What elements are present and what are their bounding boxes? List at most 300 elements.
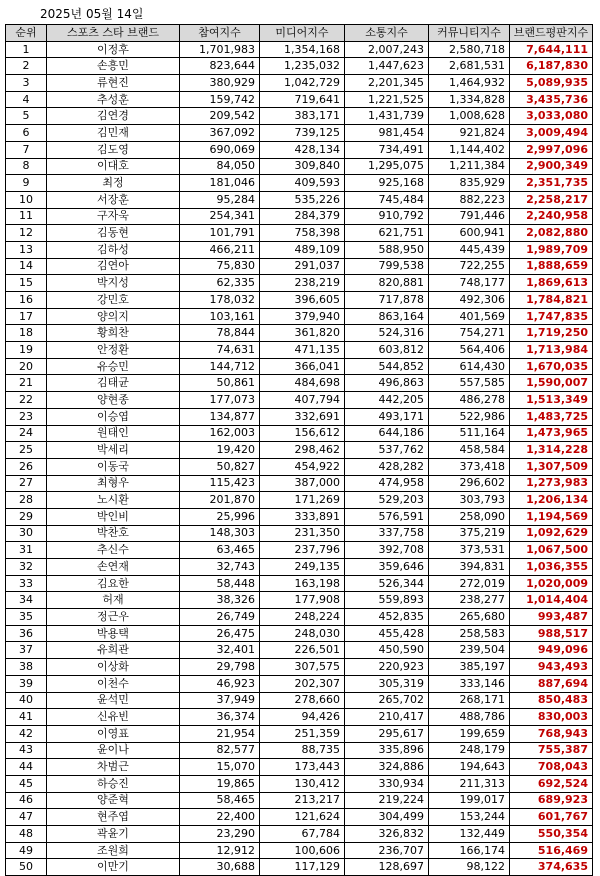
- community-cell: 722,255: [429, 258, 510, 275]
- brand-reputation-cell: 708,043: [510, 759, 593, 776]
- brand-reputation-cell: 1,314,228: [510, 442, 593, 459]
- rank-cell: 30: [6, 525, 47, 542]
- table-row: [6, 659, 593, 676]
- brand-reputation-cell: 1,713,984: [510, 342, 593, 359]
- brand-reputation-cell: 1,483,725: [510, 408, 593, 425]
- community-cell: 401,569: [429, 308, 510, 325]
- participation-cell: 30,688: [180, 859, 260, 876]
- community-cell: 373,418: [429, 458, 510, 475]
- brand-reputation-cell: 830,003: [510, 709, 593, 726]
- communication-cell: 2,007,243: [345, 41, 429, 58]
- participation-cell: 37,949: [180, 692, 260, 709]
- brand-reputation-cell: 3,009,494: [510, 125, 593, 142]
- name-cell: 양현종: [47, 392, 180, 409]
- rank-cell: 22: [6, 392, 47, 409]
- communication-cell: 745,484: [345, 191, 429, 208]
- communication-cell: 820,881: [345, 275, 429, 292]
- participation-cell: 32,743: [180, 559, 260, 576]
- communication-cell: 1,447,623: [345, 58, 429, 75]
- table-row: [6, 41, 593, 58]
- participation-cell: 58,448: [180, 575, 260, 592]
- rank-cell: 29: [6, 508, 47, 525]
- brand-reputation-cell: 1,784,821: [510, 292, 593, 309]
- brand-reputation-cell: 6,187,830: [510, 58, 593, 75]
- participation-cell: 29,798: [180, 659, 260, 676]
- name-cell: 신유빈: [47, 709, 180, 726]
- media-cell: 177,908: [260, 592, 345, 609]
- community-cell: 486,278: [429, 392, 510, 409]
- participation-cell: 36,374: [180, 709, 260, 726]
- participation-cell: 78,844: [180, 325, 260, 342]
- media-cell: 94,426: [260, 709, 345, 726]
- community-cell: 238,277: [429, 592, 510, 609]
- community-cell: 199,659: [429, 725, 510, 742]
- name-cell: 허재: [47, 592, 180, 609]
- name-cell: 이영표: [47, 725, 180, 742]
- rank-cell: 32: [6, 559, 47, 576]
- rank-cell: 5: [6, 108, 47, 125]
- participation-cell: 38,326: [180, 592, 260, 609]
- rank-cell: 7: [6, 141, 47, 158]
- brand-reputation-cell: 2,240,958: [510, 208, 593, 225]
- media-cell: 454,922: [260, 458, 345, 475]
- table-row: [6, 725, 593, 742]
- brand-reputation-cell: 1,473,965: [510, 425, 593, 442]
- community-cell: 835,929: [429, 175, 510, 192]
- table-row: [6, 208, 593, 225]
- community-cell: 511,164: [429, 425, 510, 442]
- participation-cell: 177,073: [180, 392, 260, 409]
- rank-cell: 34: [6, 592, 47, 609]
- brand-reputation-cell: 550,354: [510, 826, 593, 843]
- media-cell: 238,219: [260, 275, 345, 292]
- community-cell: 248,179: [429, 742, 510, 759]
- communication-cell: 524,316: [345, 325, 429, 342]
- table-row: [6, 425, 593, 442]
- participation-cell: 95,284: [180, 191, 260, 208]
- table-row: [6, 609, 593, 626]
- rank-cell: 4: [6, 91, 47, 108]
- header-brand-name: 스포츠 스타 브랜드: [47, 25, 180, 42]
- media-cell: 307,575: [260, 659, 345, 676]
- table-row: [6, 458, 593, 475]
- rank-cell: 19: [6, 342, 47, 359]
- table-row: [6, 258, 593, 275]
- community-cell: 132,449: [429, 826, 510, 843]
- name-cell: 최형우: [47, 475, 180, 492]
- communication-cell: 219,224: [345, 792, 429, 809]
- name-cell: 강민호: [47, 292, 180, 309]
- table-row: [6, 592, 593, 609]
- participation-cell: 82,577: [180, 742, 260, 759]
- brand-reputation-cell: 768,943: [510, 725, 593, 742]
- media-cell: 361,820: [260, 325, 345, 342]
- participation-cell: 62,335: [180, 275, 260, 292]
- brand-reputation-cell: 7,644,111: [510, 41, 593, 58]
- rank-cell: 37: [6, 642, 47, 659]
- rank-cell: 11: [6, 208, 47, 225]
- media-cell: 121,624: [260, 809, 345, 826]
- communication-cell: 305,319: [345, 675, 429, 692]
- participation-cell: 144,712: [180, 358, 260, 375]
- participation-cell: 50,827: [180, 458, 260, 475]
- rank-cell: 1: [6, 41, 47, 58]
- community-cell: 166,174: [429, 842, 510, 859]
- media-cell: 719,641: [260, 91, 345, 108]
- brand-reputation-cell: 1,206,134: [510, 492, 593, 509]
- participation-cell: 50,861: [180, 375, 260, 392]
- rank-cell: 47: [6, 809, 47, 826]
- media-cell: 130,412: [260, 775, 345, 792]
- rank-cell: 23: [6, 408, 47, 425]
- community-cell: 265,680: [429, 609, 510, 626]
- community-cell: 488,786: [429, 709, 510, 726]
- community-cell: 98,122: [429, 859, 510, 876]
- community-cell: 458,584: [429, 442, 510, 459]
- community-cell: 921,824: [429, 125, 510, 142]
- rank-cell: 36: [6, 625, 47, 642]
- communication-cell: 576,591: [345, 508, 429, 525]
- communication-cell: 236,707: [345, 842, 429, 859]
- rank-cell: 39: [6, 675, 47, 692]
- table-row: [6, 442, 593, 459]
- participation-cell: 46,923: [180, 675, 260, 692]
- participation-cell: 1,701,983: [180, 41, 260, 58]
- table-row: [6, 525, 593, 542]
- communication-cell: 603,812: [345, 342, 429, 359]
- brand-reputation-cell: 1,194,569: [510, 508, 593, 525]
- media-cell: 1,235,032: [260, 58, 345, 75]
- name-cell: 김민재: [47, 125, 180, 142]
- participation-cell: 148,303: [180, 525, 260, 542]
- brand-reputation-cell: 1,092,629: [510, 525, 593, 542]
- rank-cell: 28: [6, 492, 47, 509]
- media-cell: 88,735: [260, 742, 345, 759]
- brand-reputation-cell: 692,524: [510, 775, 593, 792]
- name-cell: 황희찬: [47, 325, 180, 342]
- media-cell: 471,135: [260, 342, 345, 359]
- participation-cell: 32,401: [180, 642, 260, 659]
- participation-cell: 115,423: [180, 475, 260, 492]
- rank-cell: 9: [6, 175, 47, 192]
- community-cell: 1,008,628: [429, 108, 510, 125]
- community-cell: 445,439: [429, 241, 510, 258]
- participation-cell: 23,290: [180, 826, 260, 843]
- rank-cell: 41: [6, 709, 47, 726]
- community-cell: 153,244: [429, 809, 510, 826]
- table-row: [6, 58, 593, 75]
- name-cell: 양의지: [47, 308, 180, 325]
- participation-cell: 254,341: [180, 208, 260, 225]
- brand-reputation-cell: 601,767: [510, 809, 593, 826]
- brand-reputation-cell: 1,670,035: [510, 358, 593, 375]
- table-row: [6, 792, 593, 809]
- media-cell: 171,269: [260, 492, 345, 509]
- rank-cell: 50: [6, 859, 47, 876]
- name-cell: 김태균: [47, 375, 180, 392]
- name-cell: 하승진: [47, 775, 180, 792]
- table-row: [6, 191, 593, 208]
- communication-cell: 644,186: [345, 425, 429, 442]
- rank-cell: 48: [6, 826, 47, 843]
- brand-reputation-cell: 1,513,349: [510, 392, 593, 409]
- media-cell: 248,030: [260, 625, 345, 642]
- name-cell: 원태인: [47, 425, 180, 442]
- rank-cell: 16: [6, 292, 47, 309]
- brand-reputation-cell: 988,517: [510, 625, 593, 642]
- brand-reputation-cell: 1,020,009: [510, 575, 593, 592]
- rank-cell: 25: [6, 442, 47, 459]
- table-row: [6, 325, 593, 342]
- table-row: [6, 125, 593, 142]
- community-cell: 258,583: [429, 625, 510, 642]
- communication-cell: 529,203: [345, 492, 429, 509]
- name-cell: 이승엽: [47, 408, 180, 425]
- communication-cell: 304,499: [345, 809, 429, 826]
- communication-cell: 910,792: [345, 208, 429, 225]
- table-row: [6, 408, 593, 425]
- communication-cell: 544,852: [345, 358, 429, 375]
- brand-reputation-cell: 1,067,500: [510, 542, 593, 559]
- communication-cell: 559,893: [345, 592, 429, 609]
- brand-reputation-cell: 2,082,880: [510, 225, 593, 242]
- community-cell: 268,171: [429, 692, 510, 709]
- table-row: [6, 308, 593, 325]
- communication-cell: 335,896: [345, 742, 429, 759]
- media-cell: 366,041: [260, 358, 345, 375]
- communication-cell: 537,762: [345, 442, 429, 459]
- table-row: [6, 91, 593, 108]
- communication-cell: 925,168: [345, 175, 429, 192]
- media-cell: 284,379: [260, 208, 345, 225]
- table-row: [6, 775, 593, 792]
- media-cell: 409,593: [260, 175, 345, 192]
- table-row: [6, 675, 593, 692]
- participation-cell: 367,092: [180, 125, 260, 142]
- header-media: 미디어지수: [260, 25, 345, 42]
- brand-reputation-cell: 1,273,983: [510, 475, 593, 492]
- participation-cell: 162,003: [180, 425, 260, 442]
- table-row: [6, 759, 593, 776]
- participation-cell: 181,046: [180, 175, 260, 192]
- participation-cell: 63,465: [180, 542, 260, 559]
- communication-cell: 295,617: [345, 725, 429, 742]
- name-cell: 이만기: [47, 859, 180, 876]
- media-cell: 213,217: [260, 792, 345, 809]
- community-cell: 557,585: [429, 375, 510, 392]
- table-row: [6, 75, 593, 92]
- community-cell: 2,580,718: [429, 41, 510, 58]
- rank-cell: 18: [6, 325, 47, 342]
- brand-reputation-cell: 1,590,007: [510, 375, 593, 392]
- table-row: [6, 542, 593, 559]
- rank-cell: 31: [6, 542, 47, 559]
- header-participation: 참여지수: [180, 25, 260, 42]
- communication-cell: 717,878: [345, 292, 429, 309]
- table-row: [6, 642, 593, 659]
- brand-reputation-table: [5, 24, 593, 876]
- table-row: [6, 559, 593, 576]
- table-row: [6, 141, 593, 158]
- rank-cell: 3: [6, 75, 47, 92]
- communication-cell: 210,417: [345, 709, 429, 726]
- rank-cell: 2: [6, 58, 47, 75]
- media-cell: 407,794: [260, 392, 345, 409]
- participation-cell: 12,912: [180, 842, 260, 859]
- table-row: [6, 492, 593, 509]
- rank-cell: 10: [6, 191, 47, 208]
- participation-cell: 101,791: [180, 225, 260, 242]
- brand-reputation-cell: 1,888,659: [510, 258, 593, 275]
- brand-reputation-cell: 1,036,355: [510, 559, 593, 576]
- communication-cell: 392,708: [345, 542, 429, 559]
- media-cell: 489,109: [260, 241, 345, 258]
- brand-reputation-cell: 2,997,096: [510, 141, 593, 158]
- community-cell: 791,446: [429, 208, 510, 225]
- header-communication: 소통지수: [345, 25, 429, 42]
- table-row: [6, 241, 593, 258]
- name-cell: 유승민: [47, 358, 180, 375]
- brand-reputation-cell: 993,487: [510, 609, 593, 626]
- media-cell: 291,037: [260, 258, 345, 275]
- media-cell: 387,000: [260, 475, 345, 492]
- communication-cell: 455,428: [345, 625, 429, 642]
- communication-cell: 493,171: [345, 408, 429, 425]
- name-cell: 류현진: [47, 75, 180, 92]
- rank-cell: 35: [6, 609, 47, 626]
- media-cell: 333,891: [260, 508, 345, 525]
- community-cell: 600,941: [429, 225, 510, 242]
- name-cell: 윤석민: [47, 692, 180, 709]
- name-cell: 곽윤기: [47, 826, 180, 843]
- name-cell: 이천수: [47, 675, 180, 692]
- participation-cell: 823,644: [180, 58, 260, 75]
- media-cell: 173,443: [260, 759, 345, 776]
- table-row: [6, 392, 593, 409]
- name-cell: 김동현: [47, 225, 180, 242]
- communication-cell: 428,282: [345, 458, 429, 475]
- communication-cell: 1,295,075: [345, 158, 429, 175]
- media-cell: 383,171: [260, 108, 345, 125]
- participation-cell: 690,069: [180, 141, 260, 158]
- participation-cell: 58,465: [180, 792, 260, 809]
- name-cell: 양준혁: [47, 792, 180, 809]
- rank-cell: 49: [6, 842, 47, 859]
- participation-cell: 19,865: [180, 775, 260, 792]
- rank-cell: 20: [6, 358, 47, 375]
- community-cell: 211,313: [429, 775, 510, 792]
- communication-cell: 526,344: [345, 575, 429, 592]
- media-cell: 117,129: [260, 859, 345, 876]
- brand-reputation-cell: 943,493: [510, 659, 593, 676]
- name-cell: 구자욱: [47, 208, 180, 225]
- brand-reputation-cell: 850,483: [510, 692, 593, 709]
- media-cell: 396,605: [260, 292, 345, 309]
- name-cell: 박용택: [47, 625, 180, 642]
- name-cell: 김연경: [47, 108, 180, 125]
- rank-cell: 40: [6, 692, 47, 709]
- rank-cell: 26: [6, 458, 47, 475]
- table-row: [6, 225, 593, 242]
- name-cell: 차범근: [47, 759, 180, 776]
- table-row: [6, 375, 593, 392]
- community-cell: 394,831: [429, 559, 510, 576]
- table-row: [6, 508, 593, 525]
- brand-reputation-cell: 949,096: [510, 642, 593, 659]
- brand-reputation-cell: 516,469: [510, 842, 593, 859]
- table-row: [6, 625, 593, 642]
- table-row: [6, 826, 593, 843]
- header-rank: 순위: [6, 25, 47, 42]
- rank-cell: 12: [6, 225, 47, 242]
- community-cell: 1,334,828: [429, 91, 510, 108]
- name-cell: 이동국: [47, 458, 180, 475]
- communication-cell: 588,950: [345, 241, 429, 258]
- communication-cell: 442,205: [345, 392, 429, 409]
- brand-reputation-cell: 2,258,217: [510, 191, 593, 208]
- brand-reputation-cell: 2,900,349: [510, 158, 593, 175]
- table-row: [6, 809, 593, 826]
- media-cell: 156,612: [260, 425, 345, 442]
- community-cell: 754,271: [429, 325, 510, 342]
- participation-cell: 74,631: [180, 342, 260, 359]
- table-row: [6, 842, 593, 859]
- participation-cell: 22,400: [180, 809, 260, 826]
- community-cell: 199,017: [429, 792, 510, 809]
- communication-cell: 621,751: [345, 225, 429, 242]
- participation-cell: 178,032: [180, 292, 260, 309]
- participation-cell: 466,211: [180, 241, 260, 258]
- communication-cell: 220,923: [345, 659, 429, 676]
- brand-reputation-cell: 1,307,509: [510, 458, 593, 475]
- media-cell: 163,198: [260, 575, 345, 592]
- community-cell: 303,793: [429, 492, 510, 509]
- community-cell: 272,019: [429, 575, 510, 592]
- name-cell: 손연재: [47, 559, 180, 576]
- table-row: [6, 275, 593, 292]
- community-cell: 375,219: [429, 525, 510, 542]
- communication-cell: 1,221,525: [345, 91, 429, 108]
- brand-reputation-cell: 374,635: [510, 859, 593, 876]
- participation-cell: 84,050: [180, 158, 260, 175]
- rank-cell: 44: [6, 759, 47, 776]
- participation-cell: 26,475: [180, 625, 260, 642]
- media-cell: 226,501: [260, 642, 345, 659]
- name-cell: 김연아: [47, 258, 180, 275]
- brand-reputation-cell: 1,989,709: [510, 241, 593, 258]
- rank-cell: 33: [6, 575, 47, 592]
- brand-reputation-cell: 689,923: [510, 792, 593, 809]
- brand-reputation-cell: 1,869,613: [510, 275, 593, 292]
- community-cell: 564,406: [429, 342, 510, 359]
- media-cell: 249,135: [260, 559, 345, 576]
- participation-cell: 103,161: [180, 308, 260, 325]
- name-cell: 박인비: [47, 508, 180, 525]
- table-row: [6, 342, 593, 359]
- community-cell: 1,144,402: [429, 141, 510, 158]
- communication-cell: 450,590: [345, 642, 429, 659]
- rank-cell: 46: [6, 792, 47, 809]
- header-row: [6, 25, 593, 42]
- rank-cell: 24: [6, 425, 47, 442]
- brand-reputation-cell: 1,747,835: [510, 308, 593, 325]
- name-cell: 이상화: [47, 659, 180, 676]
- name-cell: 박세리: [47, 442, 180, 459]
- community-cell: 882,223: [429, 191, 510, 208]
- name-cell: 안정환: [47, 342, 180, 359]
- header-community: 커뮤니티지수: [429, 25, 510, 42]
- media-cell: 309,840: [260, 158, 345, 175]
